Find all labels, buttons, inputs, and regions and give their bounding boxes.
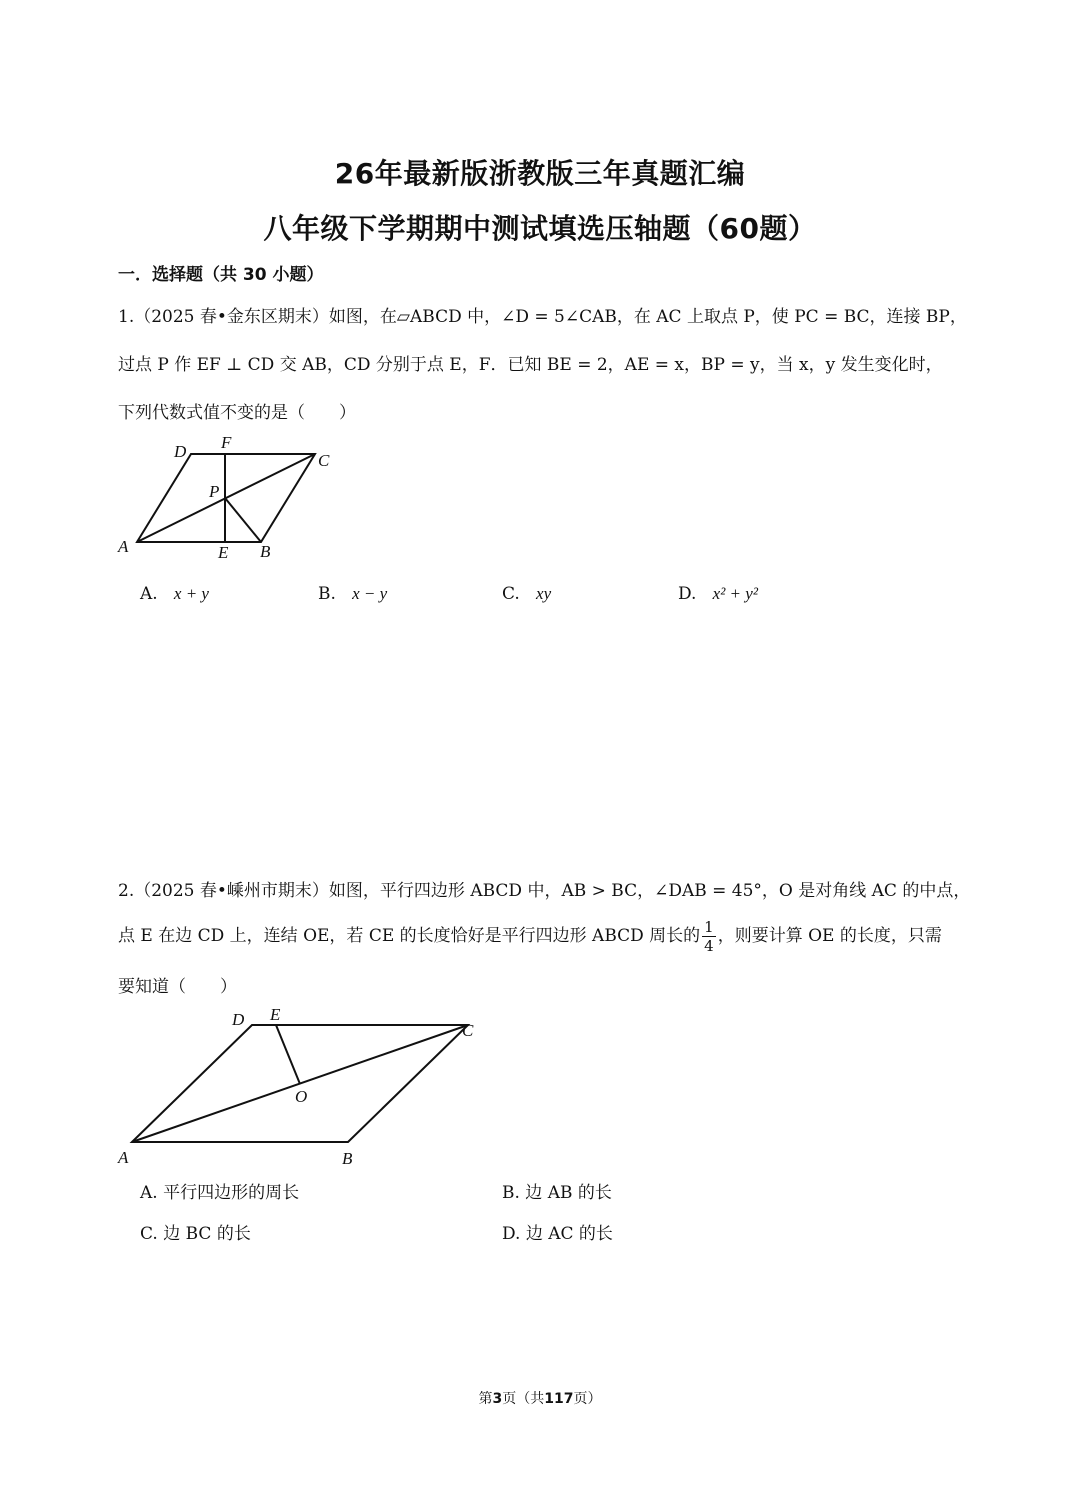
q1-label-e: E — [218, 543, 229, 562]
q1-option-d[interactable] — [678, 584, 758, 604]
q2-label-o: O — [295, 1087, 308, 1106]
footer-mid: 页（共 — [502, 1391, 545, 1407]
footer-suffix: 页） — [573, 1391, 602, 1407]
q2-option-c[interactable]: C. 边 BC 的长 — [140, 1224, 251, 1244]
q2-fraction-denominator: 4 — [704, 937, 714, 955]
footer-total-pages: 117 — [544, 1391, 574, 1407]
q1-label-b: B — [260, 542, 271, 561]
q1-option-d-value: x² + y² — [712, 584, 758, 603]
q1-option-b[interactable] — [318, 584, 387, 604]
q1-figure — [110, 428, 350, 568]
q1-label-p: P — [209, 482, 220, 501]
q1-label-c: C — [318, 451, 330, 470]
q2-line-1: 2.（2025 春•嵊州市期末）如图，平行四边形 ABCD 中，AB > BC，∠DAB = 45°，O 是对角线 AC 的中点， — [118, 881, 971, 901]
q2-segment-oe — [276, 1025, 300, 1084]
q1-option-a[interactable] — [140, 584, 209, 604]
title-line-2: 八年级下学期期中测试填选压轴题（60题） — [263, 212, 817, 245]
q1-label-d: D — [174, 442, 187, 461]
footer-prefix: 第 — [478, 1391, 493, 1407]
q2-line-2-end: ，则要计算 OE 的长度，只需 — [717, 926, 942, 946]
q1-option-b-value: x − y — [352, 584, 388, 603]
q1-option-c-label: C. — [502, 584, 520, 604]
q1-label-a: A — [118, 537, 129, 556]
q2-line-3: 要知道（ ） — [118, 977, 237, 997]
q2-fraction — [702, 918, 716, 955]
footer-page-number: 3 — [492, 1391, 503, 1407]
q1-option-c-value: xy — [536, 584, 552, 603]
title-line-1: 26年最新版浙教版三年真题汇编 — [334, 157, 746, 190]
q1-line-1: 1.（2025 春•金东区期末）如图，在▱ABCD 中，∠D = 5∠CAB，在 AC 上取点 P，使 PC = BC，连接 BP， — [118, 307, 967, 327]
q2-line-2-start: 点 E 在边 CD 上，连结 OE，若 CE 的长度恰好是平行四边形 ABCD 周长的 — [118, 926, 701, 946]
q2-line-2 — [118, 918, 942, 955]
q1-option-b-label: B. — [318, 584, 336, 604]
q1-line-2: 过点 P 作 EF ⊥ CD 交 AB，CD 分别于点 E，F．已知 BE = 2，AE = x，BP = y，当 x，y 发生变化时， — [118, 355, 943, 375]
section-heading: 一．选择题（共 30 小题） — [118, 265, 324, 285]
q2-fraction-numerator: 1 — [704, 918, 714, 936]
q2-option-b[interactable]: B. 边 AB 的长 — [502, 1183, 612, 1203]
q2-label-c: C — [462, 1021, 474, 1040]
q2-figure — [110, 1000, 490, 1172]
q2-label-e: E — [270, 1005, 281, 1024]
q1-label-f: F — [221, 433, 232, 452]
q1-option-a-label: A. — [140, 584, 158, 604]
page-footer — [0, 1388, 1080, 1408]
q1-option-a-value: x + y — [173, 584, 209, 603]
q1-option-c[interactable] — [502, 584, 551, 604]
q2-label-d: D — [232, 1010, 245, 1029]
q1-option-d-label: D. — [678, 584, 697, 604]
q1-line-bp — [225, 498, 261, 542]
q1-line-3: 下列代数式值不变的是（ ） — [118, 403, 356, 423]
q2-label-b: B — [342, 1149, 353, 1168]
q2-option-a[interactable]: A. 平行四边形的周长 — [140, 1183, 300, 1203]
q2-option-d[interactable]: D. 边 AC 的长 — [502, 1224, 613, 1244]
q2-label-a: A — [118, 1148, 129, 1167]
